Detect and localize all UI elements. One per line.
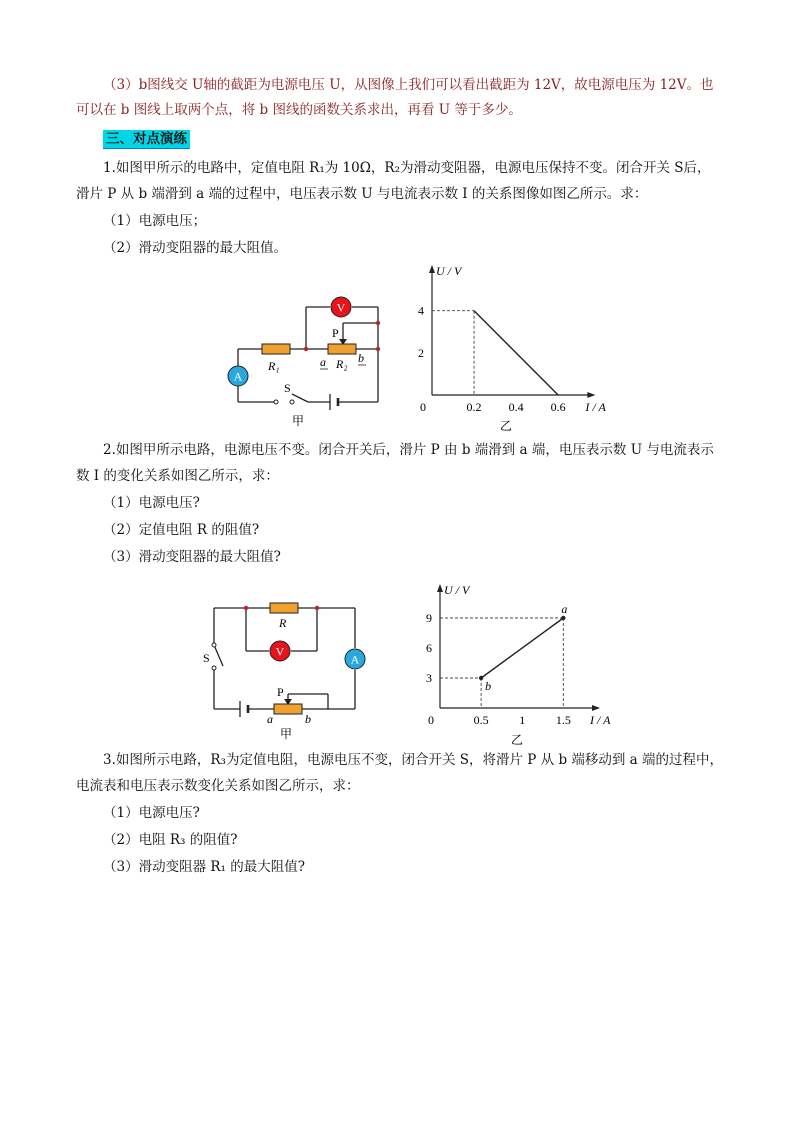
q2-graph-point-label: a xyxy=(561,602,568,616)
q2-graph-point-label: b xyxy=(485,679,492,693)
q1-ammeter-label: A xyxy=(233,369,243,384)
q2-graph-y-tick-label: 6 xyxy=(426,641,432,655)
section-title: 三、对点演练 xyxy=(103,130,190,149)
q2-circuit-caption: 甲 xyxy=(280,727,293,741)
q1-end-b-label: b xyxy=(358,351,364,365)
analysis-line-2: 可以在 b 图线上取两个点，将 b 图线的函数关系求出，再看 U 等于多少。 xyxy=(76,102,522,118)
q2-end-a-label: a xyxy=(267,712,273,726)
q2-end-b-label: b xyxy=(305,712,311,726)
q1-graph-series-line xyxy=(474,311,558,395)
q2-graph-y-arrow xyxy=(437,584,443,592)
q1-circuit-diagram xyxy=(222,288,392,428)
q3-line-1: 3.如图所示电路，R₃为定值电阻，电源电压不变，闭合开关 S，将滑片 P 从 b 端移动到 a 端的过程中， xyxy=(103,752,724,768)
q1-circuit-caption: 甲 xyxy=(292,414,305,428)
q2-ui-graph xyxy=(400,572,625,746)
q3-sub-2: （2）电阻 R₃ 的阻值? xyxy=(103,832,238,848)
q2-graph-point xyxy=(561,616,565,620)
q2-sub-3: （3）滑动变阻器的最大阻值? xyxy=(103,549,281,565)
q1-graph-origin-label: 0 xyxy=(420,400,426,414)
q1-graph-y-tick-label: 2 xyxy=(418,345,424,360)
q2-graph-x-tick-label: 1 xyxy=(519,713,526,727)
q1-line-2: 滑片 P 从 b 端滑到 a 端的过程中，电压表示数 U 与电流表示数 I 的关系图像如图乙所示。求： xyxy=(76,186,648,202)
q2-graph-x-tick-label: 0.5 xyxy=(473,713,489,727)
q1-r2-label: R₂ xyxy=(336,357,348,371)
q1-graph-x-tick-label: 0.2 xyxy=(466,400,482,414)
q2-r-label: R xyxy=(279,616,287,630)
q3-sub-3: （3）滑动变阻器 R₁ 的最大阻值? xyxy=(103,859,305,875)
q2-graph-series-line xyxy=(481,618,563,678)
q1-sub-2: （2）滑动变阻器的最大阻值。 xyxy=(103,240,288,256)
q2-graph-x-tick-label: 1.5 xyxy=(555,713,571,727)
q2-graph-x-axis-label: I / A xyxy=(590,713,611,727)
q2-slider-p-label: P xyxy=(277,685,284,699)
q2-graph-y-tick-label: 9 xyxy=(426,611,432,625)
q2-line-2: 数 I 的变化关系如图乙所示，求： xyxy=(76,468,279,484)
q1-graph-x-tick-label: 0.4 xyxy=(508,400,524,414)
q1-graph-y-axis-label: U / V xyxy=(436,264,462,278)
q1-slider-p-label: P xyxy=(332,326,339,340)
q1-graph-x-tick-label: 0.6 xyxy=(550,400,566,414)
q2-graph-caption: 乙 xyxy=(511,733,524,747)
q1-graph-y-arrow xyxy=(429,265,435,273)
q1-graph-x-arrow xyxy=(587,392,595,398)
q2-graph-y-axis-label: U / V xyxy=(444,583,470,597)
q3-sub-1: （1）电源电压? xyxy=(103,805,200,821)
q1-r1-label: R₁ xyxy=(268,359,280,373)
q1-graph-x-axis-label: I / A xyxy=(585,400,606,414)
q3-line-2: 电流表和电压表示数变化关系如图乙所示，求： xyxy=(76,778,360,794)
q2-voltmeter-label: V xyxy=(275,644,285,659)
q1-graph-caption: 乙 xyxy=(500,419,513,433)
q1-ui-graph xyxy=(400,258,606,436)
q1-voltmeter-label: V xyxy=(336,300,346,315)
q2-sub-1: （1）电源电压? xyxy=(103,495,200,511)
q1-sub-1: （1）电源电压； xyxy=(103,213,207,229)
q2-ammeter-label: A xyxy=(350,652,360,667)
q1-end-a-label: a xyxy=(320,355,326,369)
q2-graph-point xyxy=(479,676,483,680)
q2-line-1: 2.如图甲所示电路，电源电压不变。闭合开关后，滑片 P 由 b 端滑到 a 端，电压表示数 U 与电流表示 xyxy=(103,442,714,458)
q2-graph-y-tick-label: 3 xyxy=(426,671,432,685)
q2-graph-origin-label: 0 xyxy=(428,713,434,727)
q2-sub-2: （2）定值电阻 R 的阻值? xyxy=(103,522,260,538)
q2-switch-label: S xyxy=(203,651,210,665)
q1-line-1: 1.如图甲所示的电路中，定值电阻 R₁为 10Ω，R₂为滑动变阻器，电源电压保持不变。闭合开关 S后， xyxy=(103,160,711,176)
q2-graph-x-arrow xyxy=(592,705,600,711)
q2-circuit-diagram xyxy=(198,590,378,740)
analysis-line-1: （3）b图线交 U轴的截距为电源电压 U，从图像上我们可以看出截距为 12V，故电源电压为 12V。也 xyxy=(103,77,714,93)
q1-switch-label: S xyxy=(284,381,291,395)
q1-graph-y-tick-label: 4 xyxy=(418,303,424,318)
